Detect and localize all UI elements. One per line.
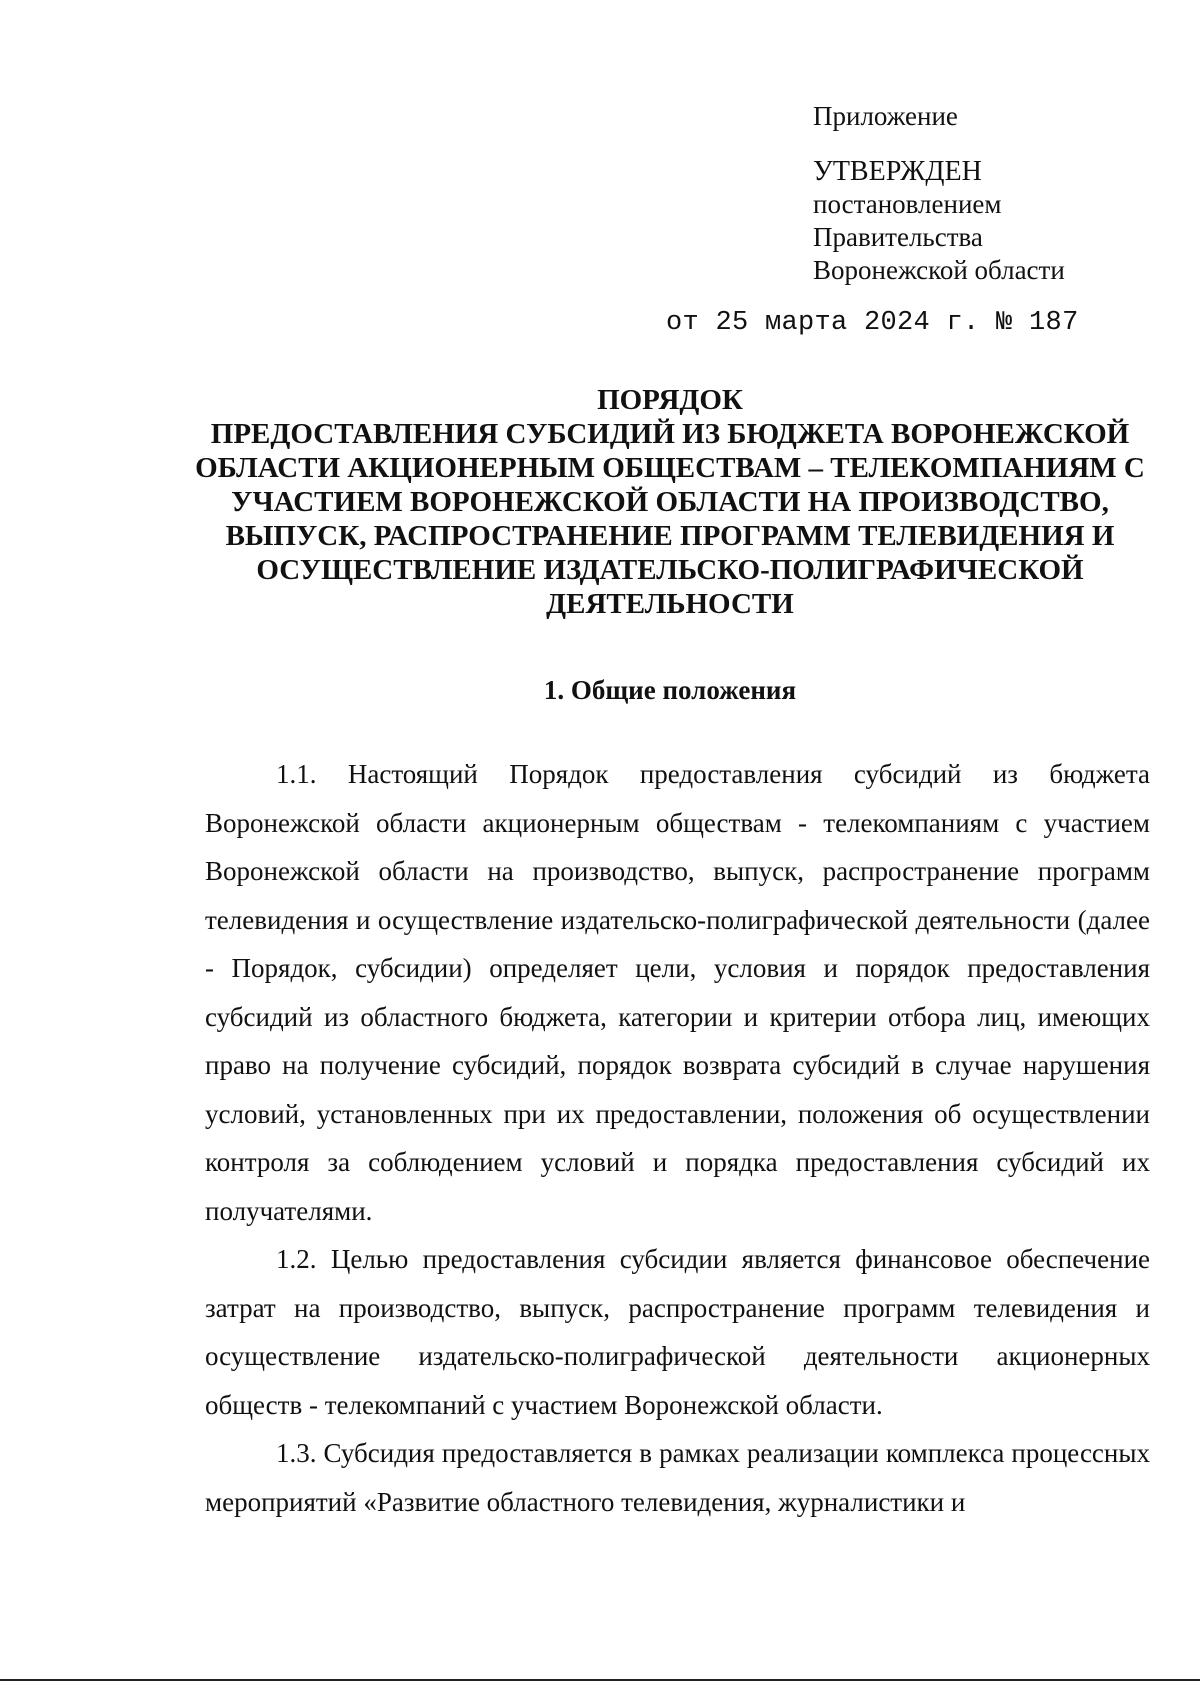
paragraph-1-1: 1.1. Настоящий Порядок предоставления субсидий из бюджета Воронежской области акционерным обществам - телекомпаниям с участием Воронежской области на производство, выпуск, распространение программ телевидения и осуществление издательско-полиграфической деятельности (далее - Порядок, субсидии) определяет цели, условия и порядок предоставления субсидий из областного бюджета, категории и критерии отбора лиц, имеющих право на получение субсидий, порядок возврата субсидий в случае нарушения условий, установленных при их предоставлении, положения об осуществлении контроля за соблюдением условий и порядка предоставления субсидий их получателями. bbox=[205, 759, 1150, 1226]
approval-line-region: Воронежской области bbox=[813, 255, 1065, 285]
section-body bbox=[205, 750, 1150, 1526]
approved-label: УТВЕРЖДЕН bbox=[813, 156, 982, 187]
page-bottom-rule bbox=[0, 1679, 1200, 1681]
section-heading: 1. Общие положения bbox=[543, 675, 797, 705]
approval-block bbox=[813, 100, 1173, 287]
document-title: ПРЕДОСТАВЛЕНИЯ СУБСИДИЙ ИЗ БЮДЖЕТА ВОРОНЕЖСКОЙ ОБЛАСТИ АКЦИОНЕРНЫМ ОБЩЕСТВАМ – ТЕЛЕКОМПАНИЯМ С УЧАСТИЕМ ВОРОНЕЖСКОЙ ОБЛАСТИ НА ПРОИЗВОДСТВО, ВЫПУСК, РАСПРОСТРАНЕНИЕ ПРОГРАММ ТЕЛЕВИДЕНИЯ И ОСУЩЕСТВЛЕНИЕ ИЗДАТЕЛЬСКО-ПОЛИГРАФИЧЕСКОЙ ДЕЯТЕЛЬНОСТИ bbox=[195, 418, 1145, 620]
appendix-label: Приложение bbox=[813, 101, 958, 131]
approval-line-resolution: постановлением bbox=[813, 189, 1002, 219]
approval-line-government: Правительства bbox=[813, 222, 983, 252]
paragraph-1-3: 1.3. Субсидия предоставляется в рамках реализации комплекса процессных мероприятий «Развитие областного телевидения, журналистики и bbox=[205, 1438, 1150, 1517]
paragraph-1-2: 1.2. Целью предоставления субсидии является финансовое обеспечение затрат на производство, выпуск, распространение программ телевидения и осуществление издательско-полиграфической деятельности акционерных обществ - телекомпаний с участием Воронежской области. bbox=[205, 1244, 1150, 1420]
resolution-date-number: от 25 марта 2024 г. № 187 bbox=[666, 308, 1079, 338]
document-title-block bbox=[190, 383, 1150, 621]
document-kind: ПОРЯДОК bbox=[597, 384, 743, 416]
